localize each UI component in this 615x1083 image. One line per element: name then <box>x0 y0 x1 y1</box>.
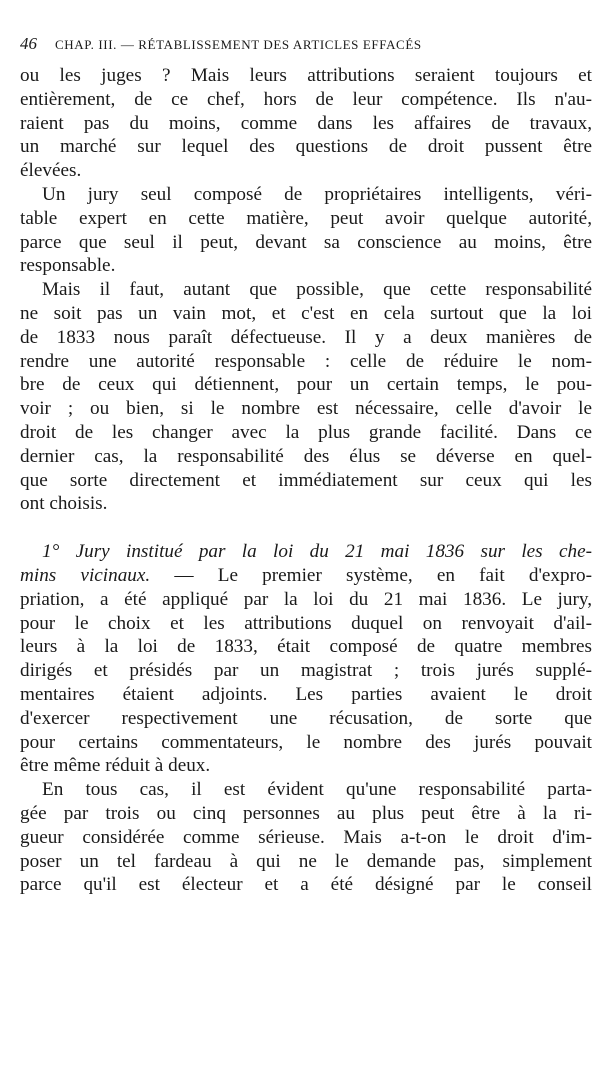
text-line: raient pas du moins, comme dans les affaires de travaux, <box>20 112 592 134</box>
text-line: parce qu'il est électeur et a été désigné par le conseil <box>20 874 592 896</box>
text-line: parce que seul il peut, devant sa conscience au moins, être <box>20 231 592 253</box>
text-line: responsable. <box>20 255 116 277</box>
paragraph-2 <box>20 183 592 278</box>
text-line: élevées. <box>20 160 82 182</box>
page-number: 46 <box>20 34 37 53</box>
text-line: ont choisis. <box>20 493 108 515</box>
section-gap <box>20 516 592 540</box>
text-line: pour le choix et les attributions duquel on renvoyait d'ail- <box>20 612 592 634</box>
text-line: table expert en cette matière, peut avoir quelque autorité, <box>20 207 592 229</box>
text-line: dernier cas, la responsabilité des élus se déverse en quel- <box>20 445 592 467</box>
text-line: de 1833 nous paraît défectueuse. Il y a deux manières de <box>20 326 592 348</box>
paragraph-3 <box>20 278 592 516</box>
text-line: priation, a été appliqué par la loi du 21 mai 1836. Le jury, <box>20 588 592 610</box>
section-heading-line <box>20 540 592 564</box>
section-heading: 1° Jury institué par la loi du 21 mai 1836 sur les che- <box>42 541 592 563</box>
text-line: ne soit pas un vain mot, et c'est en cela surtout que la loi <box>20 302 592 324</box>
text-line: que sorte directement et immédiatement sur ceux qui les <box>20 469 592 491</box>
text-line: bre de ceux qui détiennent, pour un certain temps, le pou- <box>20 374 592 396</box>
running-title: CHAP. III. — RÉTABLISSEMENT DES ARTICLES EFFACÉS <box>55 37 422 52</box>
text-line: ou les juges ? Mais leurs attributions seraient toujours et <box>20 65 592 86</box>
text-line: gueur considérée comme sérieuse. Mais a-t-on le droit d'im- <box>20 826 592 848</box>
document-page <box>20 34 592 897</box>
text-line: un marché sur lequel des questions de droit pussent être <box>20 136 592 158</box>
section-heading-tail: — Le premier système, en fait d'expro- <box>150 564 592 586</box>
section-heading-continued: mins vicinaux. <box>20 564 151 586</box>
text-line: pour certains commentateurs, le nombre des jurés pouvait <box>20 731 592 753</box>
text-line: mentaires étaient adjoints. Les parties avaient le droit <box>20 683 592 705</box>
paragraph-1 <box>20 64 592 183</box>
text-line: être même réduit à deux. <box>20 755 211 777</box>
text-line: droit de les changer avec la plus grande facilité. Dans ce <box>20 421 592 443</box>
text-line: gée par trois ou cinq personnes au plus peut être à la ri- <box>20 802 592 824</box>
text-line: Mais il faut, autant que possible, que cette responsabilité <box>42 279 592 301</box>
text-line: Un jury seul composé de propriétaires intelligents, véri- <box>42 183 592 205</box>
text-line: leurs à la loi de 1833, était composé de quatre membres <box>20 636 592 658</box>
paragraph-5 <box>20 778 592 897</box>
section-heading-line <box>20 564 592 588</box>
text-line: dirigés et présidés par un magistrat ; trois jurés supplé- <box>20 660 592 682</box>
text-line: rendre une autorité responsable : celle de réduire le nom- <box>20 350 592 372</box>
text-line: entièrement, de ce chef, hors de leur compétence. Ils n'au- <box>20 88 592 110</box>
text-line: voir ; ou bien, si le nombre est nécessaire, celle d'avoir le <box>20 398 592 420</box>
section-jury-1836 <box>20 540 592 778</box>
text-line: poser un tel fardeau à qui ne le demande pas, simplement <box>20 850 592 872</box>
text-line: En tous cas, il est évident qu'une responsabilité parta- <box>42 779 592 801</box>
text-line: d'exercer respectivement une récusation, de sorte que <box>20 707 592 729</box>
running-head <box>20 34 592 64</box>
